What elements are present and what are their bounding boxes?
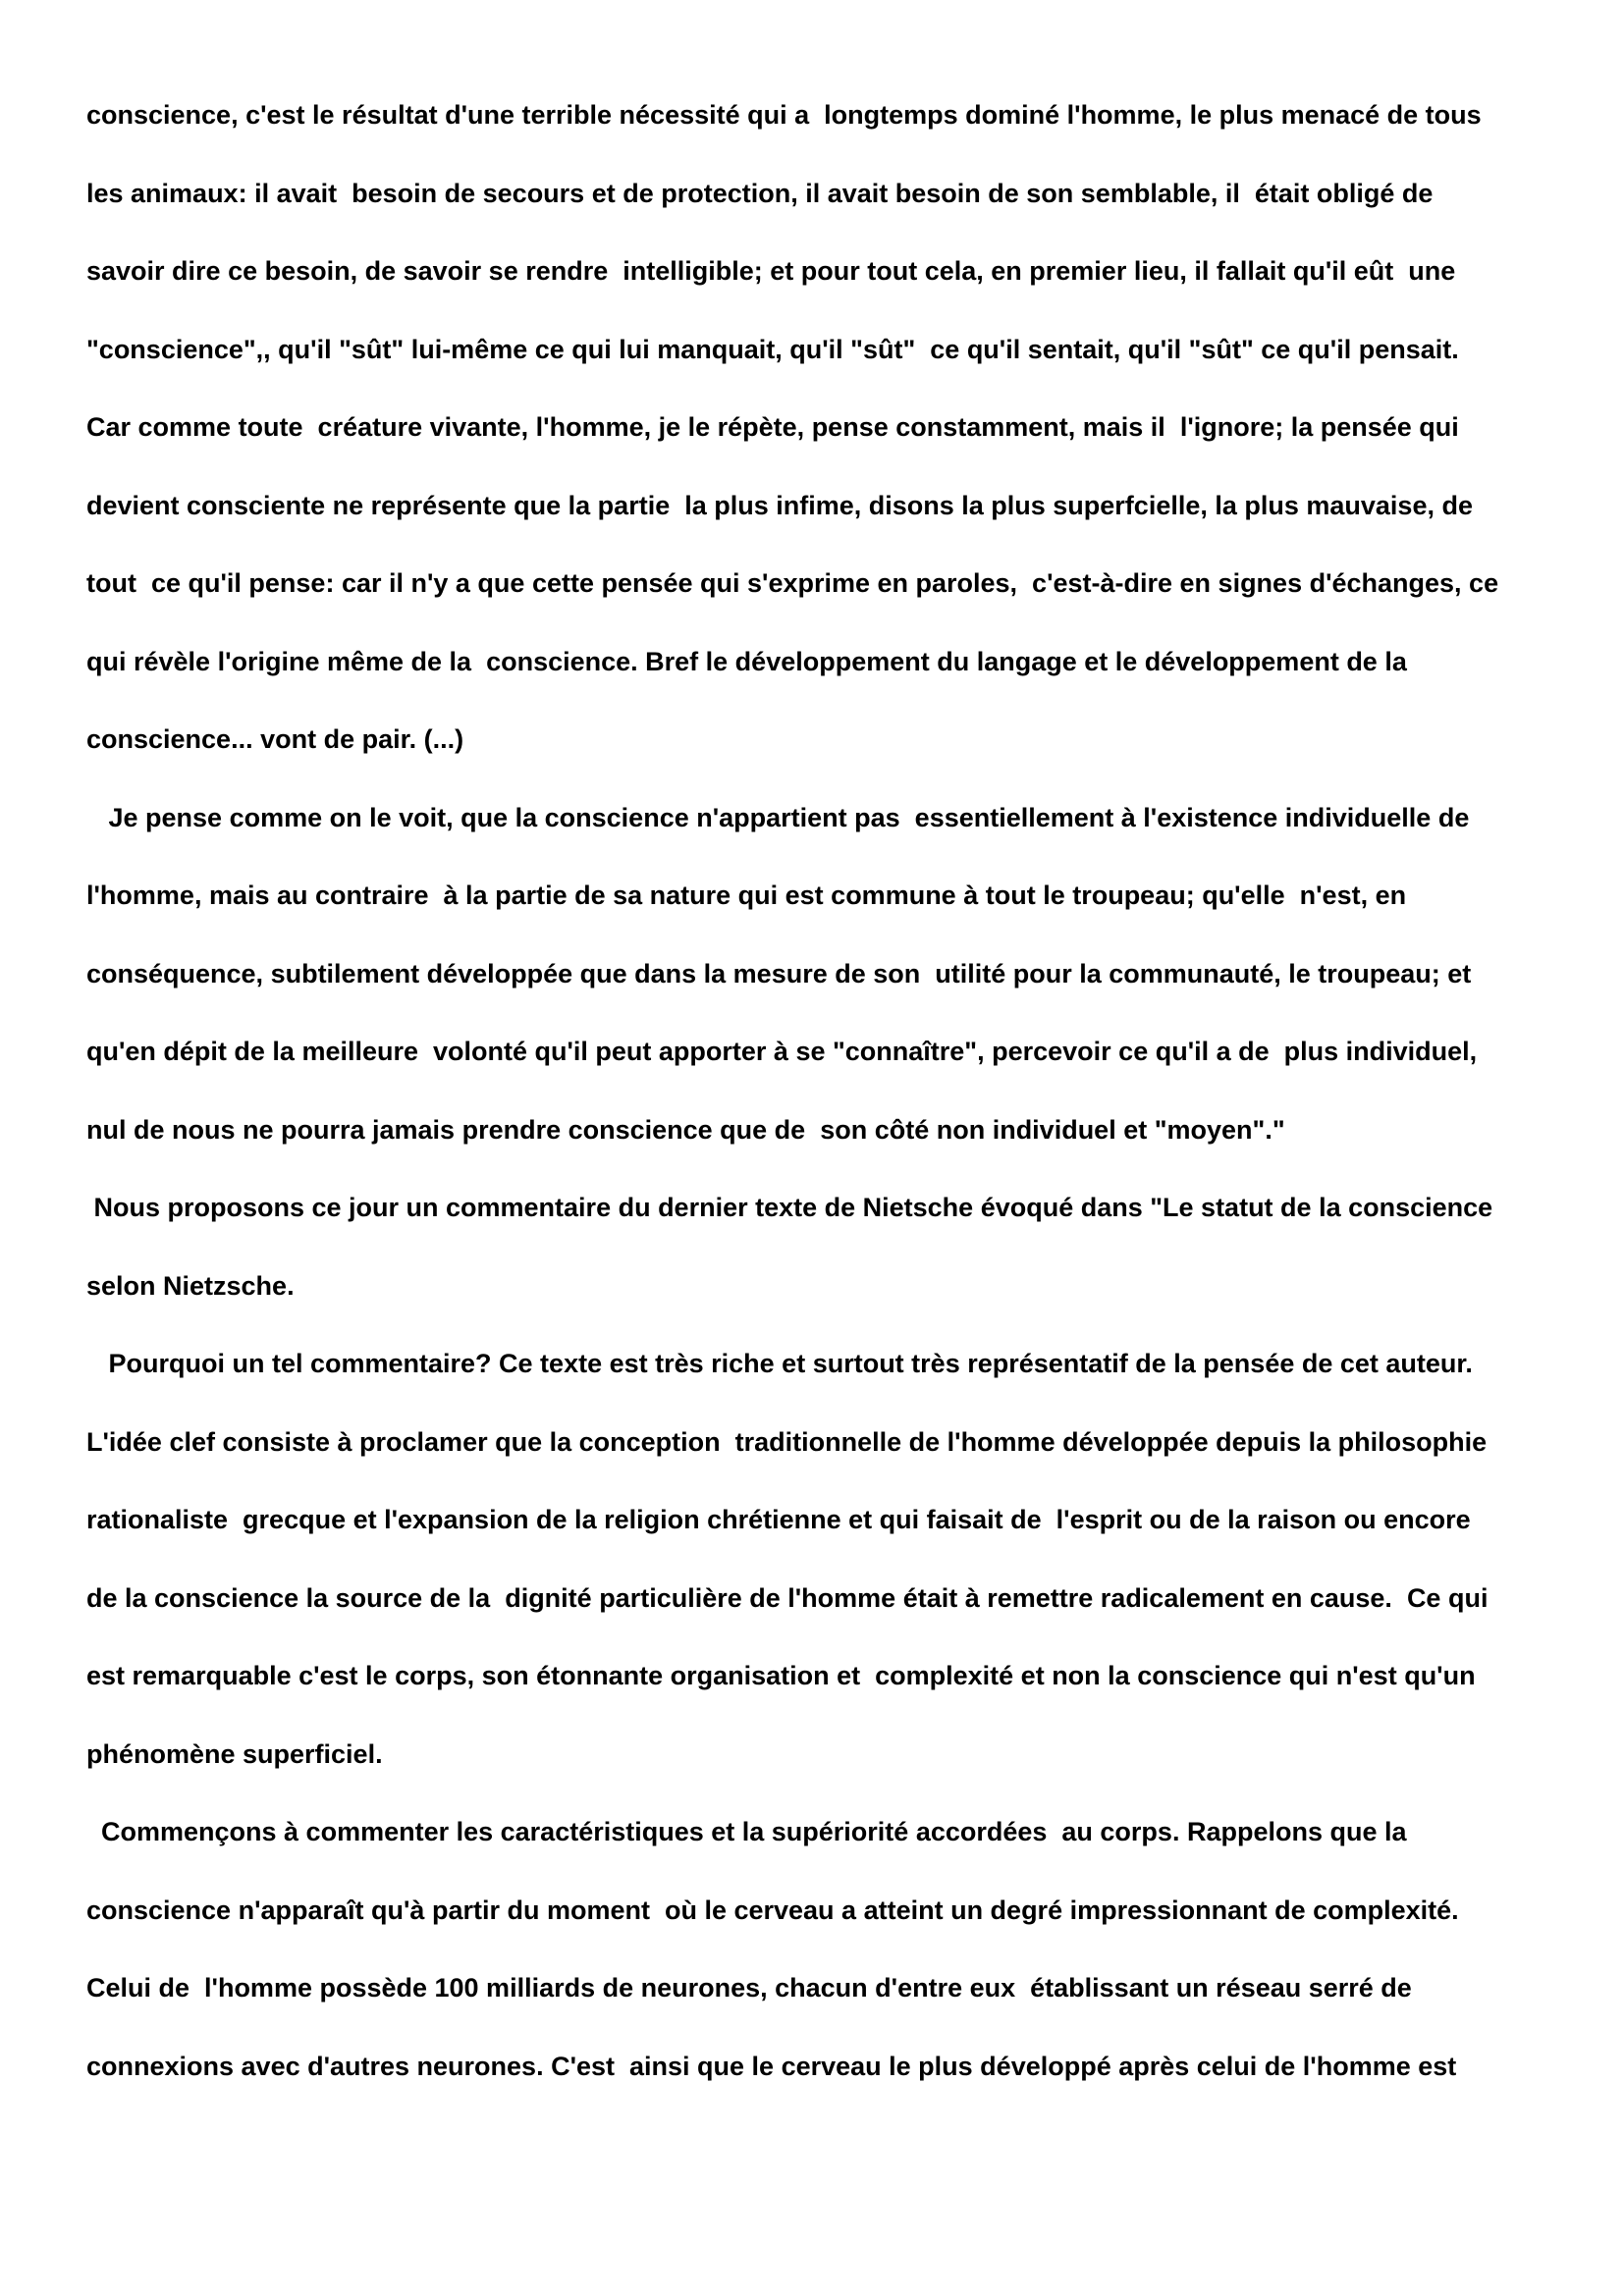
text-line: rationaliste grecque et l'expansion de la religion chrétienne et qui faisait de l'esprit ou de la raison ou encore xyxy=(86,1505,1471,1534)
text-line: les animaux: il avait besoin de secours et de protection, il avait besoin de son semblable, il était obligé de xyxy=(86,179,1434,208)
text-line: L'idée clef consiste à proclamer que la conception traditionnelle de l'homme développée depuis la philosophie xyxy=(86,1427,1488,1457)
text-line: connexions avec d'autres neurones. C'est ainsi que le cerveau le plus développé après celui de l'homme est xyxy=(86,2052,1457,2081)
text-line: savoir dire ce besoin, de savoir se rendre intelligible; et pour tout cela, en premier lieu, il fallait qu'il eût une xyxy=(86,256,1456,286)
text-line: devient consciente ne représente que la partie la plus infime, disons la plus superfcielle, la plus mauvaise, de xyxy=(86,491,1473,520)
text-line: conscience n'apparaît qu'à partir du moment où le cerveau a atteint un degré impressionnant de complexité. xyxy=(86,1896,1459,1925)
text-line: selon Nietzsche. xyxy=(86,1271,295,1301)
text-line: Celui de l'homme possède 100 milliards de neurones, chacun d'entre eux établissant un réseau serré de xyxy=(86,1973,1412,2002)
text-line: Je pense comme on le voit, que la conscience n'appartient pas essentiellement à l'existence individuelle de xyxy=(86,803,1470,832)
text-line: Commençons à commenter les caractéristiques et la supériorité accordées au corps. Rappelons que la xyxy=(86,1817,1407,1846)
text-line: conscience, c'est le résultat d'une terrible nécessité qui a longtemps dominé l'homme, le plus menacé de tous xyxy=(86,100,1482,130)
text-line: qu'en dépit de la meilleure volonté qu'il peut apporter à se "connaître", percevoir ce qu'il a de plus individuel, xyxy=(86,1037,1478,1066)
text-line: nul de nous ne pourra jamais prendre conscience que de son côté non individuel et "moyen"." xyxy=(86,1115,1285,1145)
text-line: tout ce qu'il pense: car il n'y a que cette pensée qui s'exprime en paroles, c'est-à-dire en signes d'échanges, ce xyxy=(86,568,1499,598)
text-line: est remarquable c'est le corps, son étonnante organisation et complexité et non la conscience qui n'est qu'un xyxy=(86,1661,1476,1690)
text-line: l'homme, mais au contraire à la partie de sa nature qui est commune à tout le troupeau; qu'elle n'est, en xyxy=(86,881,1407,910)
text-line: qui révèle l'origine même de la conscience. Bref le développement du langage et le développement de la xyxy=(86,647,1407,676)
text-line: phénomène superficiel. xyxy=(86,1739,383,1769)
text-line: de la conscience la source de la dignité particulière de l'homme était à remettre radicalement en cause. Ce qui xyxy=(86,1583,1489,1613)
text-line: Nous proposons ce jour un commentaire du dernier texte de Nietsche évoqué dans "Le statut de la conscience xyxy=(86,1193,1493,1222)
text-line: Pourquoi un tel commentaire? Ce texte est très riche et surtout très représentatif de la pensée de cet auteur. xyxy=(86,1349,1473,1378)
text-line: Car comme toute créature vivante, l'homme, je le répète, pense constamment, mais il l'ignore; la pensée qui xyxy=(86,412,1459,442)
text-line: conséquence, subtilement développée que dans la mesure de son utilité pour la communauté, le troupeau; et xyxy=(86,959,1472,988)
text-line: conscience... vont de pair. (...) xyxy=(86,724,464,754)
text-line: "conscience",, qu'il "sût" lui-même ce qui lui manquait, qu'il "sût" ce qu'il sentait, qu'il "sût" ce qu'il pensait. xyxy=(86,335,1459,364)
